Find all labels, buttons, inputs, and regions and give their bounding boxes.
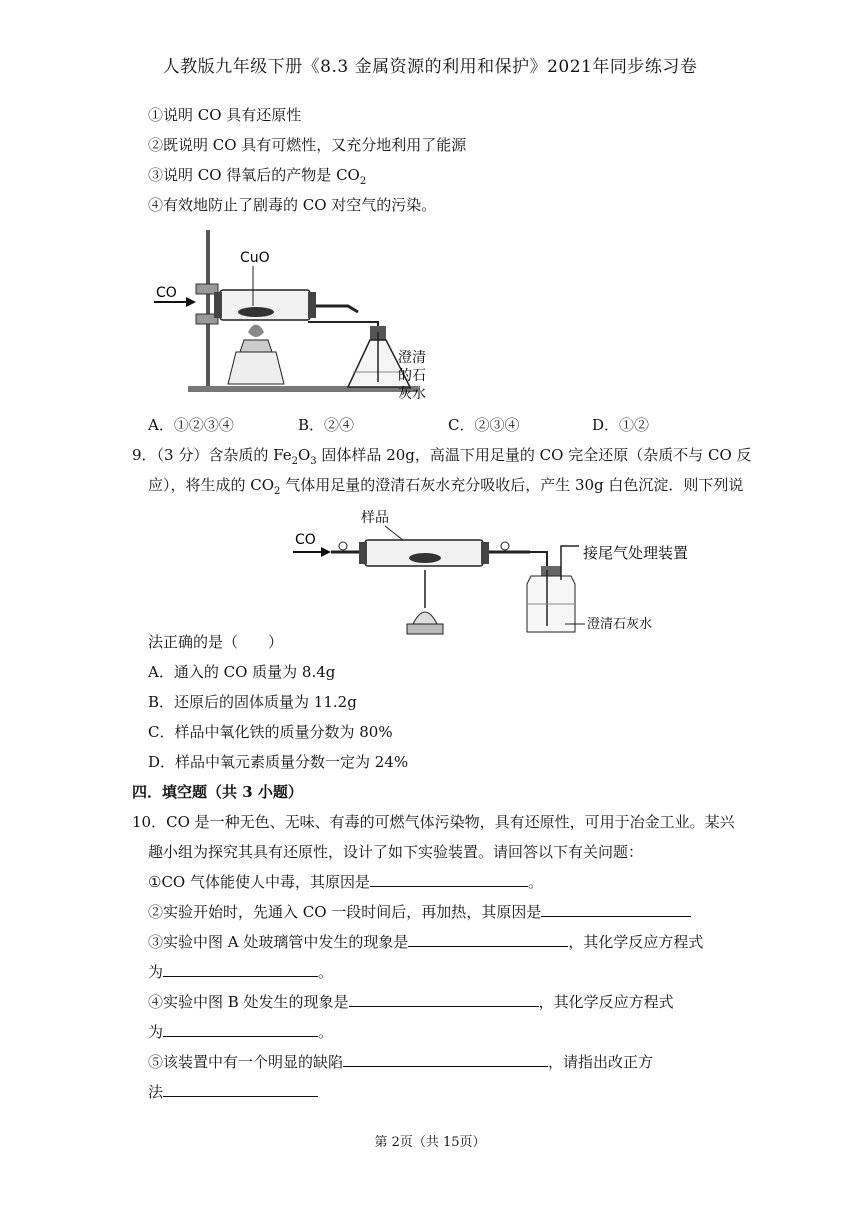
q10-part-5-cont: 法 — [148, 1081, 318, 1102]
fe2o3-reduction-apparatus-figure — [285, 500, 705, 650]
q10-part-4-cont: 为 。 — [148, 1023, 334, 1041]
page-footer: 第 2页（共 15页） — [374, 1135, 486, 1150]
q9-option-d: D．样品中氧元素质量分数一定为 24% — [148, 753, 409, 771]
q8-option-c: C．②③④ — [448, 416, 520, 434]
q9-line-2: 应），将生成的 $CO_2$ 气体用足量的澄清石灰水充分吸收后，产生 30g 白色沉淀．则下列说 — [148, 476, 744, 497]
q8-statement-1: ①说明 CO 具有还原性 — [148, 106, 302, 124]
q9-option-b: B．还原后的固体质量为 11.2g — [148, 693, 357, 711]
section-title: 四．填空题（共 3 小题） — [132, 783, 303, 801]
tail-gas-label: 接尾气处理装置 — [583, 544, 689, 562]
q8-statement-4: ④有效地防止了剧毒的 CO 对空气的污染。 — [148, 196, 437, 214]
limewater-label: 澄清石灰水 — [587, 617, 653, 632]
q10-part-4: ④实验中图 B 处发生的现象是 ，其化学反应方程式 — [148, 993, 674, 1011]
co-reduction-apparatus-figure — [148, 222, 468, 412]
q10-part-3-cont: 为 。 — [148, 963, 334, 981]
q10-part-1: ①CO 气体能使人中毒，其原因是 。 — [148, 873, 544, 891]
q10-part-2: ②实验开始时，先通入 CO 一段时间后，再加热，其原因是 — [148, 901, 691, 922]
cuo-label: CuO — [240, 250, 270, 266]
q10-line-1: 10．CO 是一种无色、无味、有毒的可燃气体污染物，具有还原性，可用于冶金工业。某兴 — [132, 813, 735, 831]
q9-option-a: A．通入的 CO 质量为 8.4g — [148, 663, 336, 681]
limewater-label-1: 澄清 — [398, 350, 426, 366]
q10-line-2: 趣小组为探究其具有还原性，设计了如下实验装置。请回答以下有关问题： — [148, 843, 644, 861]
limewater-label-3: 灰水 — [398, 386, 426, 402]
q8-option-a: A．①②③④ — [148, 416, 234, 434]
q9-line-1: 9．（3 分）含杂质的 $Fe_2O_3$ 固体样品 20g，高温下用足量的 CO 完全还原（杂质不与 CO 反 — [132, 446, 752, 467]
co-label: CO — [156, 285, 177, 301]
q9-line-3: 法正确的是（ ） — [148, 633, 284, 651]
q9-option-c: C．样品中氧化铁的质量分数为 80% — [148, 723, 393, 741]
q8-statement-3: ③说明 CO 得氧后的产物是 $CO_2$ — [148, 166, 367, 187]
q8-statement-2: ②既说明 CO 具有可燃性，又充分地利用了能源 — [148, 136, 467, 154]
co-label: CO — [295, 532, 316, 548]
q8-option-d: D．①② — [592, 416, 650, 434]
sample-label: 样品 — [361, 510, 389, 526]
limewater-label-2: 的石 — [398, 368, 426, 384]
q8-option-b: B．②④ — [298, 416, 355, 434]
q10-part-3: ③实验中图 A 处玻璃管中发生的现象是 ，其化学反应方程式 — [148, 933, 704, 951]
q10-part-5: ⑤该装置中有一个明显的缺陷 ，请指出改正方 — [148, 1053, 654, 1071]
page-header: 人教版九年级下册《8.3 金属资源的利用和保护》2021年同步练习卷 — [162, 57, 698, 77]
